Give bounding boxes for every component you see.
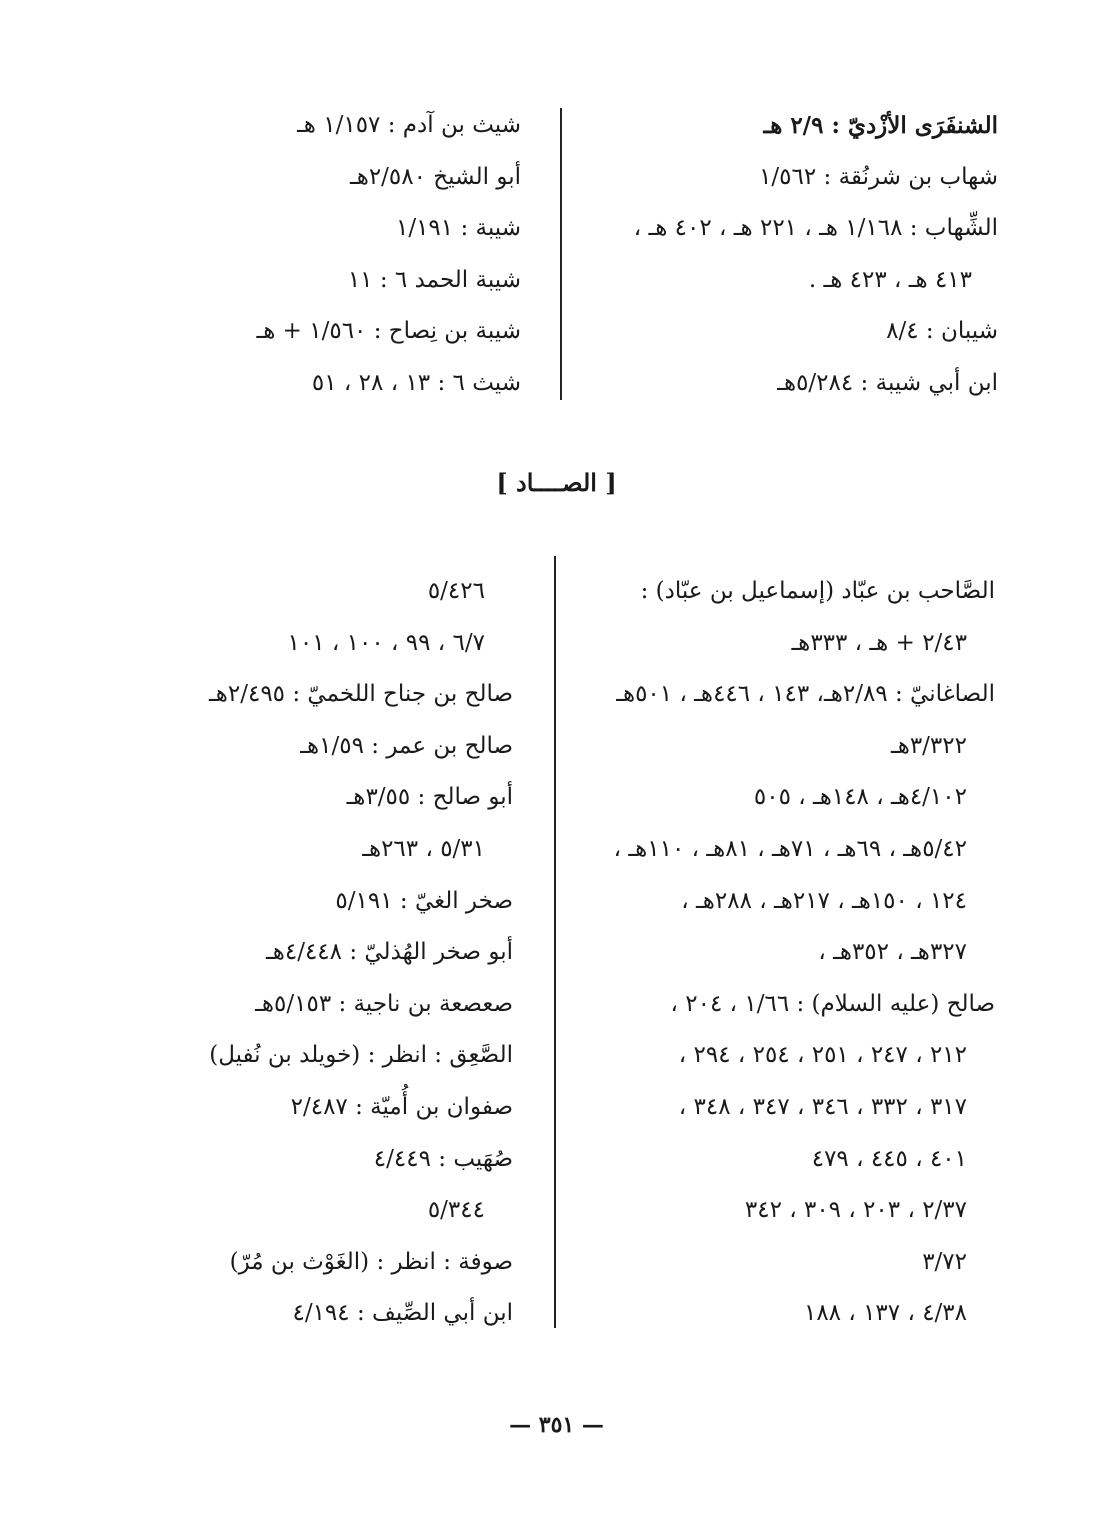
index-entry: شيبة بن نِصاح : ١/٥٦٠ + هـ [256, 318, 521, 344]
section-heading: [ الصــــاد ] [496, 468, 617, 497]
index-entry: ٥/٣١ ، ٢٦٣هـ [362, 835, 485, 862]
index-entry: ٢١٢ ، ٢٤٧ ، ٢٥١ ، ٢٥٤ ، ٢٩٤ ، [678, 1042, 967, 1069]
index-entry: أبو صالح : ٣/٥٥هـ [346, 784, 513, 811]
index-entry: شيث بن آدم : ١/١٥٧ هـ [297, 112, 521, 138]
index-entry: ٤/٣٨ ، ١٣٧ ، ١٨٨ [803, 1300, 967, 1327]
index-entry: شيبة : ١/١٩١ [395, 215, 521, 241]
index-entry: ٣/٣٢٢هـ [890, 732, 967, 759]
index-entry: ٤١٣ هـ ، ٤٢٣ هـ . [808, 266, 972, 293]
index-entry: ٣/٧٢ [922, 1248, 967, 1275]
bottom-column-divider [554, 556, 556, 1328]
index-entry: شيبان : ٨/٤ [886, 318, 998, 344]
index-entry: الصَّعِق : انظر : (خويلد بن نُفيل) [209, 1042, 513, 1069]
index-entry: صُهَيب : ٤/٤٤٩ [373, 1145, 513, 1172]
index-entry: صفوان بن أُميّة : ٢/٤٨٧ [290, 1093, 513, 1120]
index-entry: شهاب بن شرنُقة : ١/٥٦٢ [759, 163, 998, 190]
index-entry: ٦/٧ ، ٩٩ ، ١٠٠ ، ١٠١ [287, 629, 485, 656]
index-entry: ٣٢٧هـ ، ٣٥٢هـ ، [818, 939, 967, 966]
index-entry: صوفة : انظر : (الغَوْث بن مُرّ) [229, 1248, 513, 1275]
bottom-left-column [73, 566, 513, 1340]
page-number: — ٣٥١ — [509, 1412, 604, 1438]
index-entry: ٤/١٠٢هـ ، ١٤٨هـ ، ٥٠٥ [753, 784, 967, 811]
index-entry: ٥/٣٤٤ [427, 1197, 485, 1224]
index-entry: شيث ٦ : ١٣ ، ٢٨ ، ٥١ [311, 369, 521, 396]
index-entry: الشنفَرَى الأزْديّ : ٢/٩ هـ [763, 112, 998, 139]
index-entry: الصاغانيّ : ٢/٨٩هـ، ١٤٣ ، ٤٤٦هـ ، ٥٠١هـ [616, 681, 995, 708]
index-entry: أبو الشيخ ٢/٥٨٠هـ [349, 163, 521, 190]
index-entry: ابن أبي الصِّيف : ٤/١٩٤ [292, 1300, 513, 1327]
top-right-column [568, 100, 998, 409]
index-entry: صخر الغيّ : ٥/١٩١ [335, 887, 513, 914]
bottom-right-column [555, 566, 995, 1340]
index-entry: صالح بن جناح اللخميّ : ٢/٤٩٥هـ [209, 681, 513, 708]
index-entry: شيبة الحمد ٦ : ١١ [347, 266, 521, 293]
index-entry: صالح بن عمر : ١/٥٩هـ [300, 732, 513, 759]
index-entry: الصَّاحب بن عبّاد (إسماعيل بن عبّاد) : [640, 578, 995, 604]
index-entry: ٣١٧ ، ٣٣٢ ، ٣٤٦ ، ٣٤٧ ، ٣٤٨ ، [678, 1093, 967, 1120]
index-entry: ٥/٤٢٦ [427, 578, 485, 604]
index-entry: ١٢٤ ، ١٥٠هـ ، ٢١٧هـ ، ٢٨٨هـ ، [681, 887, 967, 914]
index-entry: ابن أبي شيبة : ٥/٢٨٤هـ [777, 369, 998, 396]
index-entry: ٤٠١ ، ٤٤٥ ، ٤٧٩ [811, 1145, 967, 1172]
index-entry: ٥/٤٢هـ ، ٦٩هـ ، ٧١هـ ، ٨١هـ ، ١١٠هـ ، [613, 835, 967, 862]
index-entry: الشِّهاب : ١/١٦٨ هـ ، ٢٢١ هـ ، ٤٠٢ هـ ، [633, 215, 998, 241]
index-entry: أبو صخر الهُذليّ : ٤/٤٤٨هـ [265, 939, 513, 966]
index-entry: صالح (عليه السلام) : ١/٦٦ ، ٢٠٤ ، [670, 990, 995, 1017]
top-left-column [161, 100, 521, 409]
index-entry: صعصعة بن ناجية : ٥/١٥٣هـ [255, 990, 513, 1017]
index-entry: ٢/٤٣ + هـ ، ٣٣٣هـ [791, 629, 967, 656]
top-column-divider [560, 108, 562, 400]
index-entry: ٢/٣٧ ، ٢٠٣ ، ٣٠٩ ، ٣٤٢ [744, 1197, 967, 1224]
